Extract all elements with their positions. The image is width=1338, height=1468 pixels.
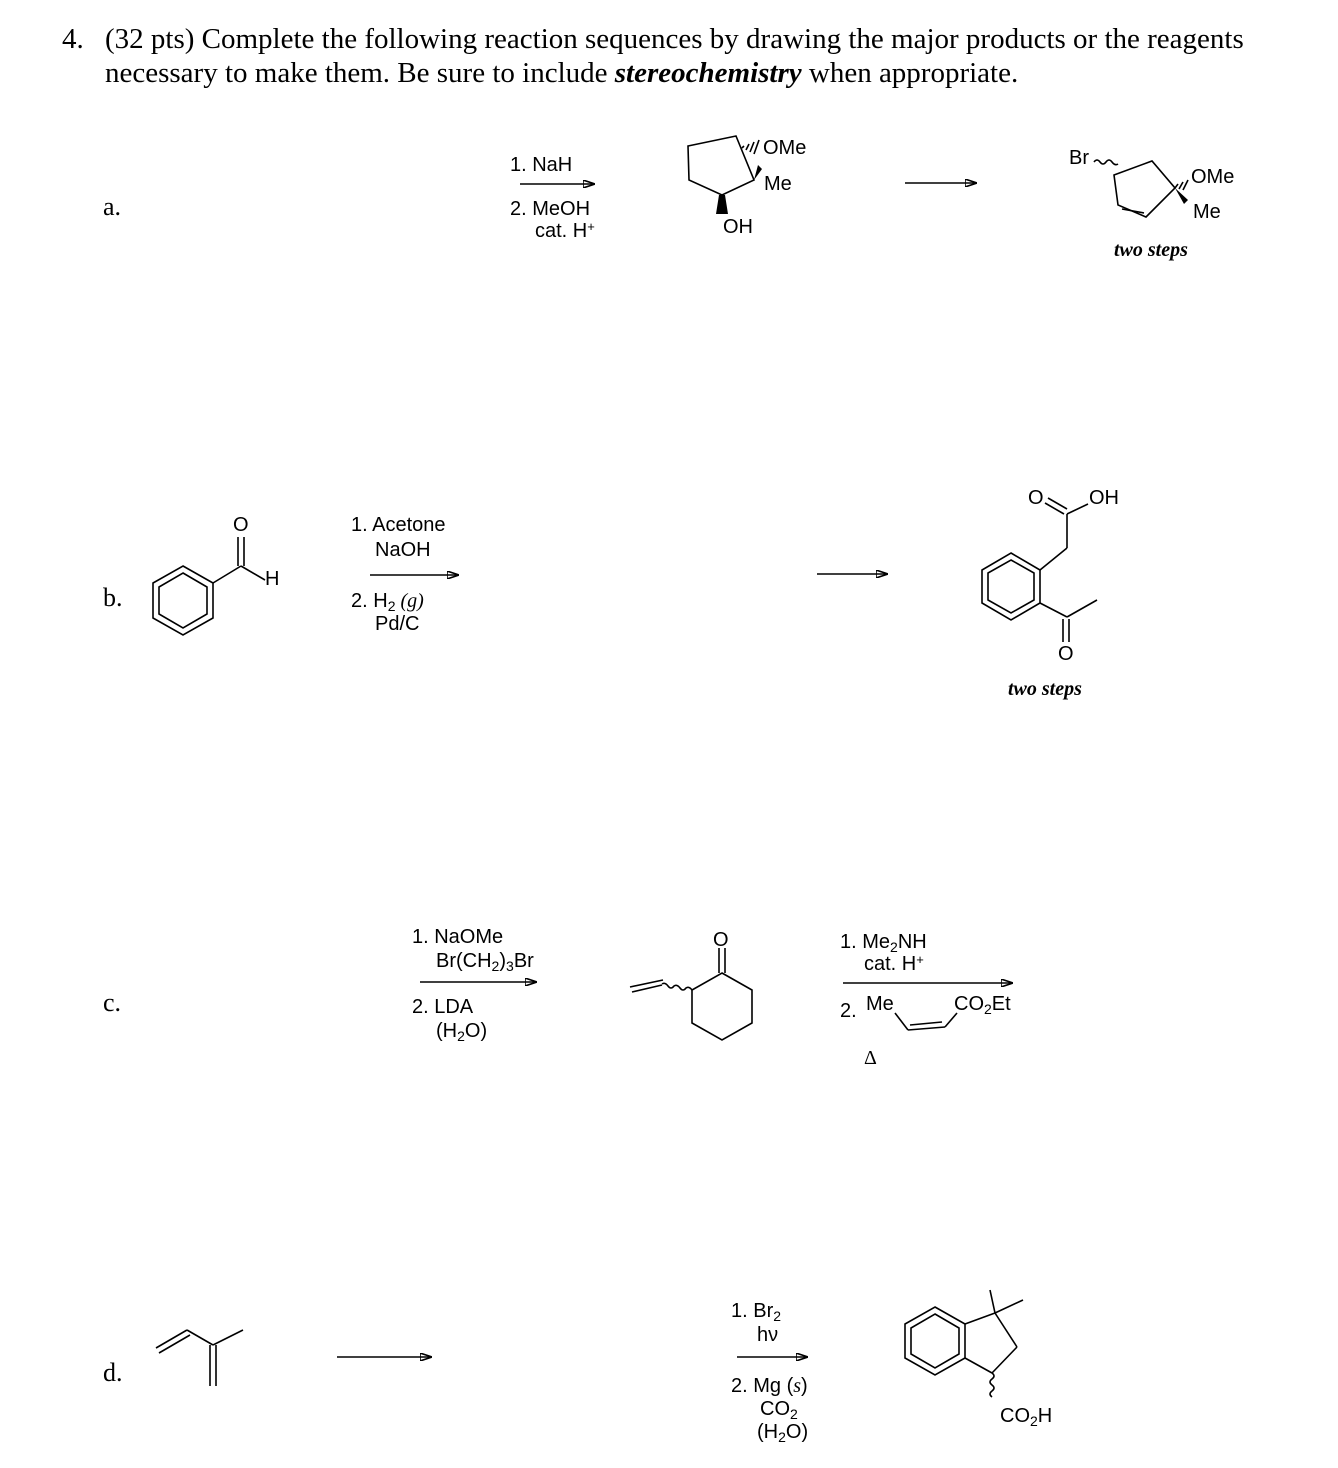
- oh-wedge-bond: [716, 195, 728, 214]
- part-c-heat-symbol: Δ: [864, 1047, 877, 1069]
- part-a-reagent-2b: cat. H+: [535, 219, 595, 242]
- part-c-reagent-3b: cat. H+: [864, 952, 924, 975]
- part-b-product-o-bottom: O: [1058, 643, 1074, 665]
- part-a-product-br: Br: [1069, 147, 1089, 169]
- me-wedge-bond: [1175, 188, 1188, 204]
- part-c-sm-o: O: [713, 929, 729, 951]
- part-b-product: [982, 498, 1097, 642]
- part-d-label: d.: [103, 1358, 123, 1387]
- part-d-product-acid: $CO_2H$: [1000, 1405, 1053, 1429]
- part-c-reagent-4-number: 2.: [840, 1000, 857, 1022]
- part-b-reagent-2: 2. $H_2$ (g): [351, 590, 424, 614]
- part-a-reagent-2: 2. MeOH: [510, 198, 591, 220]
- part-c-reagent-4-ester: $CO_2Et$: [954, 993, 1011, 1017]
- part-b-sm-h: H: [265, 568, 280, 590]
- part-c-reagent-3: 1. $Me_2NH$: [840, 931, 927, 955]
- part-a-product: [1094, 160, 1188, 217]
- part-b-label: b.: [103, 583, 123, 612]
- part-d-reagent-2b: $CO_2$: [760, 1398, 798, 1422]
- part-a-product-me: Me: [1193, 201, 1221, 223]
- part-b-reagent-1: 1. Acetone: [351, 514, 446, 536]
- part-d-reagent-1b: hν: [757, 1324, 779, 1346]
- part-c-intermediate: [630, 948, 752, 1040]
- part-a-product-ome: OMe: [1191, 166, 1235, 188]
- part-b-starting-material: [153, 537, 265, 635]
- wavy-bond: [1094, 160, 1118, 165]
- part-d-reagent-2: 2. Mg (s): [731, 1375, 808, 1397]
- part-a-sm-ome: OMe: [763, 137, 807, 159]
- part-a-sm-me: Me: [764, 173, 792, 195]
- part-d-starting-material: [156, 1330, 243, 1386]
- part-b-product-oh: OH: [1089, 487, 1119, 509]
- part-a-sm-oh: OH: [723, 216, 753, 238]
- part-b-product-o-top: O: [1028, 487, 1044, 509]
- question-text: (32 pts) Complete the following reaction sequences by drawing the major products or the reagents necessary to make them. Be sure to include stereochemistry when appropriate.: [105, 23, 1244, 89]
- me-wedge-bond: [754, 165, 762, 180]
- crotonate-structure: [895, 1013, 957, 1030]
- part-b-two-steps: two steps: [1008, 678, 1082, 700]
- part-a-label: a.: [103, 192, 122, 221]
- wavy-bond: [990, 1373, 994, 1397]
- part-c-label: c.: [103, 988, 122, 1017]
- ome-hash-bond: [1175, 180, 1188, 190]
- part-d-reagent-1: 1. $Br_2$: [731, 1300, 782, 1324]
- part-c-reagent-1: 1. NaOMe: [412, 926, 504, 948]
- ome-hash-bond: [742, 140, 759, 154]
- part-b-reagent-2b: Pd/C: [375, 613, 420, 635]
- part-c-reagent-1b: $Br(CH_2)_3Br$: [436, 950, 534, 974]
- part-c-reagent-4-me: Me: [866, 993, 894, 1015]
- question-number: 4.: [62, 23, 84, 55]
- part-d-reagent-2c: $(H_2O)$: [757, 1421, 809, 1445]
- part-a-starting-material: [688, 136, 762, 214]
- part-a-two-steps: two steps: [1114, 239, 1188, 261]
- part-d-product: [905, 1290, 1023, 1397]
- part-b-sm-o: O: [233, 514, 249, 536]
- stereochemistry-emphasis: stereochemistry: [614, 57, 802, 89]
- part-c-reagent-2: 2. LDA: [412, 996, 474, 1018]
- wavy-bond: [662, 983, 692, 990]
- part-b-reagent-1b: NaOH: [375, 539, 431, 561]
- part-a-reagent-1: 1. NaH: [510, 154, 573, 176]
- part-c-reagent-2b: $(H_2O)$: [436, 1020, 488, 1044]
